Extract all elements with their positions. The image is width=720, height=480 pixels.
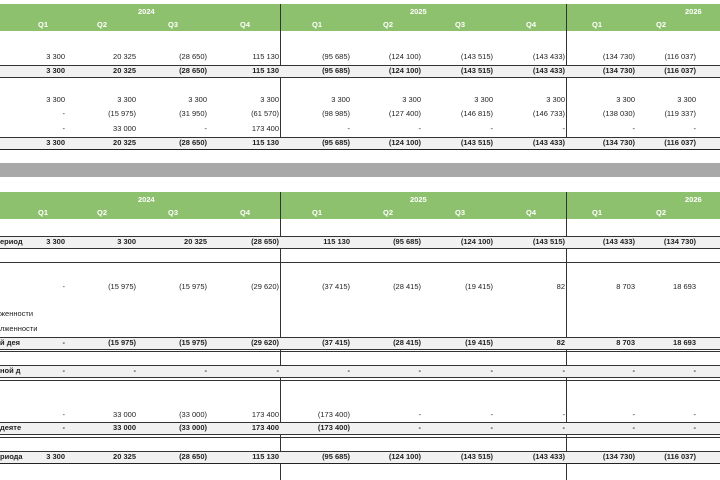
table-cell: 8 703 [616,338,635,347]
row-label: лженности [0,324,38,333]
table-cell: - [418,410,421,419]
table-cell: - [62,366,65,375]
table-cell: 3 300 [117,237,136,246]
table-cell: - [418,366,421,375]
table-cell: - [347,124,350,133]
table-cell: - [62,410,65,419]
quarter-label: Q4 [526,20,537,29]
separator-line [0,351,720,352]
table-cell: (134 730) [602,138,635,147]
table-cell: (124 100) [388,138,421,147]
table-cell: (31 950) [179,109,207,118]
table-cell: 20 325 [184,237,207,246]
table-cell: 3 300 [188,95,207,104]
section-divider [0,163,720,177]
separator-line [0,262,720,263]
quarter-label: Q1 [592,20,603,29]
table-cell: (127 400) [388,109,421,118]
table-cell: - [693,410,696,419]
year-label: 2025 [410,195,427,204]
table-cell: (33 000) [179,410,207,419]
table-cell: (28 415) [393,338,421,347]
quarter-label: Q2 [383,208,394,217]
table-cell: - [347,366,350,375]
table-cell: - [62,109,65,118]
quarter-label: Q2 [656,20,667,29]
table-cell: 173 400 [251,410,279,419]
table-cell: - [418,423,421,432]
table-cell: (143 515) [460,452,493,461]
quarter-label: Q2 [656,208,667,217]
table-cell: - [204,366,207,375]
table-cell: (61 570) [251,109,279,118]
table-cell: (15 975) [108,338,136,347]
table-cell: (143 515) [460,66,493,75]
table-cell: 82 [556,338,565,347]
table-cell: (173 400) [317,423,350,432]
table-cell: - [693,423,696,432]
table-cell: (95 685) [322,452,350,461]
table-cell: (28 650) [179,452,207,461]
table-cell: (146 815) [460,109,493,118]
table-cell: - [562,423,565,432]
table-cell: (119 337) [664,109,696,118]
separator-line [0,380,720,381]
quarter-label: Q3 [455,20,466,29]
year-label: 2024 [138,195,155,204]
table-cell: (29 620) [251,338,279,347]
table-cell: (29 620) [251,282,279,291]
table-cell: 33 000 [113,423,136,432]
table-cell: (143 515) [532,237,565,246]
table-cell: - [562,366,565,375]
table-cell: 3 300 [260,95,279,104]
table-cell: 3 300 [474,95,493,104]
table-cell: 3 300 [46,138,65,147]
quarter-label: Q4 [240,20,251,29]
table-cell: (15 975) [179,282,207,291]
table-cell: (15 975) [108,109,136,118]
quarter-label: Q3 [168,208,179,217]
table-cell: (134 730) [663,237,696,246]
table-cell: 3 300 [402,95,421,104]
table-cell: (28 650) [179,138,207,147]
table-cell: 173 400 [251,124,279,133]
table-cell: (116 037) [664,66,696,75]
row-label: риода [0,452,23,461]
table-cell: 3 300 [46,52,65,61]
table-cell: 115 130 [323,237,350,246]
quarter-label: Q3 [455,208,466,217]
quarter-label: Q4 [526,208,537,217]
table-cell: 3 300 [46,237,65,246]
table-cell: - [62,338,65,347]
table-cell: 115 130 [252,138,279,147]
quarter-label: Q1 [312,20,323,29]
table-cell: (143 515) [460,52,493,61]
quarter-label: Q2 [97,208,108,217]
table-cell: 18 693 [673,282,696,291]
row-label: ериод [0,237,23,246]
table-cell: (124 100) [388,452,421,461]
quarter-label: Q3 [168,20,179,29]
table-cell: (143 433) [532,138,565,147]
table-cell: 3 300 [331,95,350,104]
table-cell: (28 650) [179,52,207,61]
table-cell: - [632,410,635,419]
bottom-header [0,192,720,219]
table-cell: - [562,410,565,419]
table-cell: - [62,423,65,432]
table-cell: (28 415) [393,282,421,291]
table-cell: (116 037) [664,452,696,461]
table-cell: - [418,124,421,133]
table-cell: (146 733) [532,109,565,118]
table-cell: (134 730) [602,52,635,61]
table-cell: 20 325 [113,52,136,61]
table-cell: 3 300 [616,95,635,104]
row-label: деяте [0,423,22,432]
table-cell: - [632,124,635,133]
table-cell: 115 130 [252,52,279,61]
table-cell: (15 975) [179,338,207,347]
row-label: ной д [0,366,21,375]
table-cell: - [490,366,493,375]
separator-line [0,437,720,438]
table-cell: - [632,423,635,432]
table-cell: (15 975) [108,282,136,291]
table-cell: (143 433) [602,237,635,246]
table-cell: (124 100) [388,66,421,75]
quarter-label: Q4 [240,208,251,217]
table-cell: 18 693 [673,338,696,347]
table-cell: - [490,124,493,133]
table-cell: 33 000 [113,410,136,419]
table-cell: 115 130 [252,452,279,461]
table-cell: (28 650) [179,66,207,75]
table-cell: (143 433) [532,66,565,75]
table-cell: (95 685) [393,237,421,246]
table-cell: (19 415) [465,338,493,347]
year-label: 2025 [410,7,427,16]
row-label: й дея [0,338,21,347]
table-cell: 3 300 [117,95,136,104]
table-cell: 115 130 [252,66,279,75]
quarter-label: Q1 [312,208,323,217]
table-cell: 3 300 [46,95,65,104]
quarter-label: Q1 [592,208,603,217]
table-cell: 82 [556,282,565,291]
quarter-label: Q2 [97,20,108,29]
year-label: 2024 [138,7,155,16]
table-cell: 173 400 [251,423,279,432]
table-cell: (98 985) [322,109,350,118]
table-cell: (124 100) [388,52,421,61]
quarter-label: Q1 [38,208,49,217]
table-cell: (28 650) [251,237,279,246]
table-cell: (173 400) [317,410,350,419]
table-cell: (95 685) [322,138,350,147]
table-cell: - [632,366,635,375]
table-cell: - [693,124,696,133]
table-cell: - [204,124,207,133]
year-label: 2026 [685,195,702,204]
row-label: женности [0,309,34,318]
table-cell: (138 030) [602,109,635,118]
table-cell: (143 433) [532,52,565,61]
table-cell: - [62,124,65,133]
table-cell: 3 300 [677,95,696,104]
quarter-label: Q1 [38,20,49,29]
table-cell: (134 730) [602,66,635,75]
table-cell: (95 685) [322,52,350,61]
table-cell: (116 037) [664,52,696,61]
table-cell: (33 000) [179,423,207,432]
table-cell: - [562,124,565,133]
table-cell: (95 685) [322,66,350,75]
top-header [0,4,720,31]
table-cell: (134 730) [602,452,635,461]
year-label: 2026 [685,7,702,16]
table-cell: - [276,366,279,375]
table-cell: 8 703 [616,282,635,291]
table-cell: (143 515) [460,138,493,147]
table-cell: (19 415) [465,282,493,291]
table-cell: (143 433) [532,452,565,461]
table-cell: 20 325 [113,452,136,461]
table-cell: - [62,282,65,291]
table-cell: 20 325 [113,138,136,147]
table-cell: (37 415) [322,282,350,291]
table-cell: - [490,410,493,419]
table-cell: - [693,366,696,375]
table-cell: 20 325 [113,66,136,75]
quarter-label: Q2 [383,20,394,29]
table-cell: (124 100) [460,237,493,246]
table-cell: 33 000 [113,124,136,133]
table-cell: - [490,423,493,432]
table-cell: 3 300 [46,452,65,461]
table-cell: (116 037) [664,138,696,147]
table-cell: 3 300 [46,66,65,75]
table-cell: (37 415) [322,338,350,347]
table-cell: 3 300 [546,95,565,104]
table-cell: - [133,366,136,375]
